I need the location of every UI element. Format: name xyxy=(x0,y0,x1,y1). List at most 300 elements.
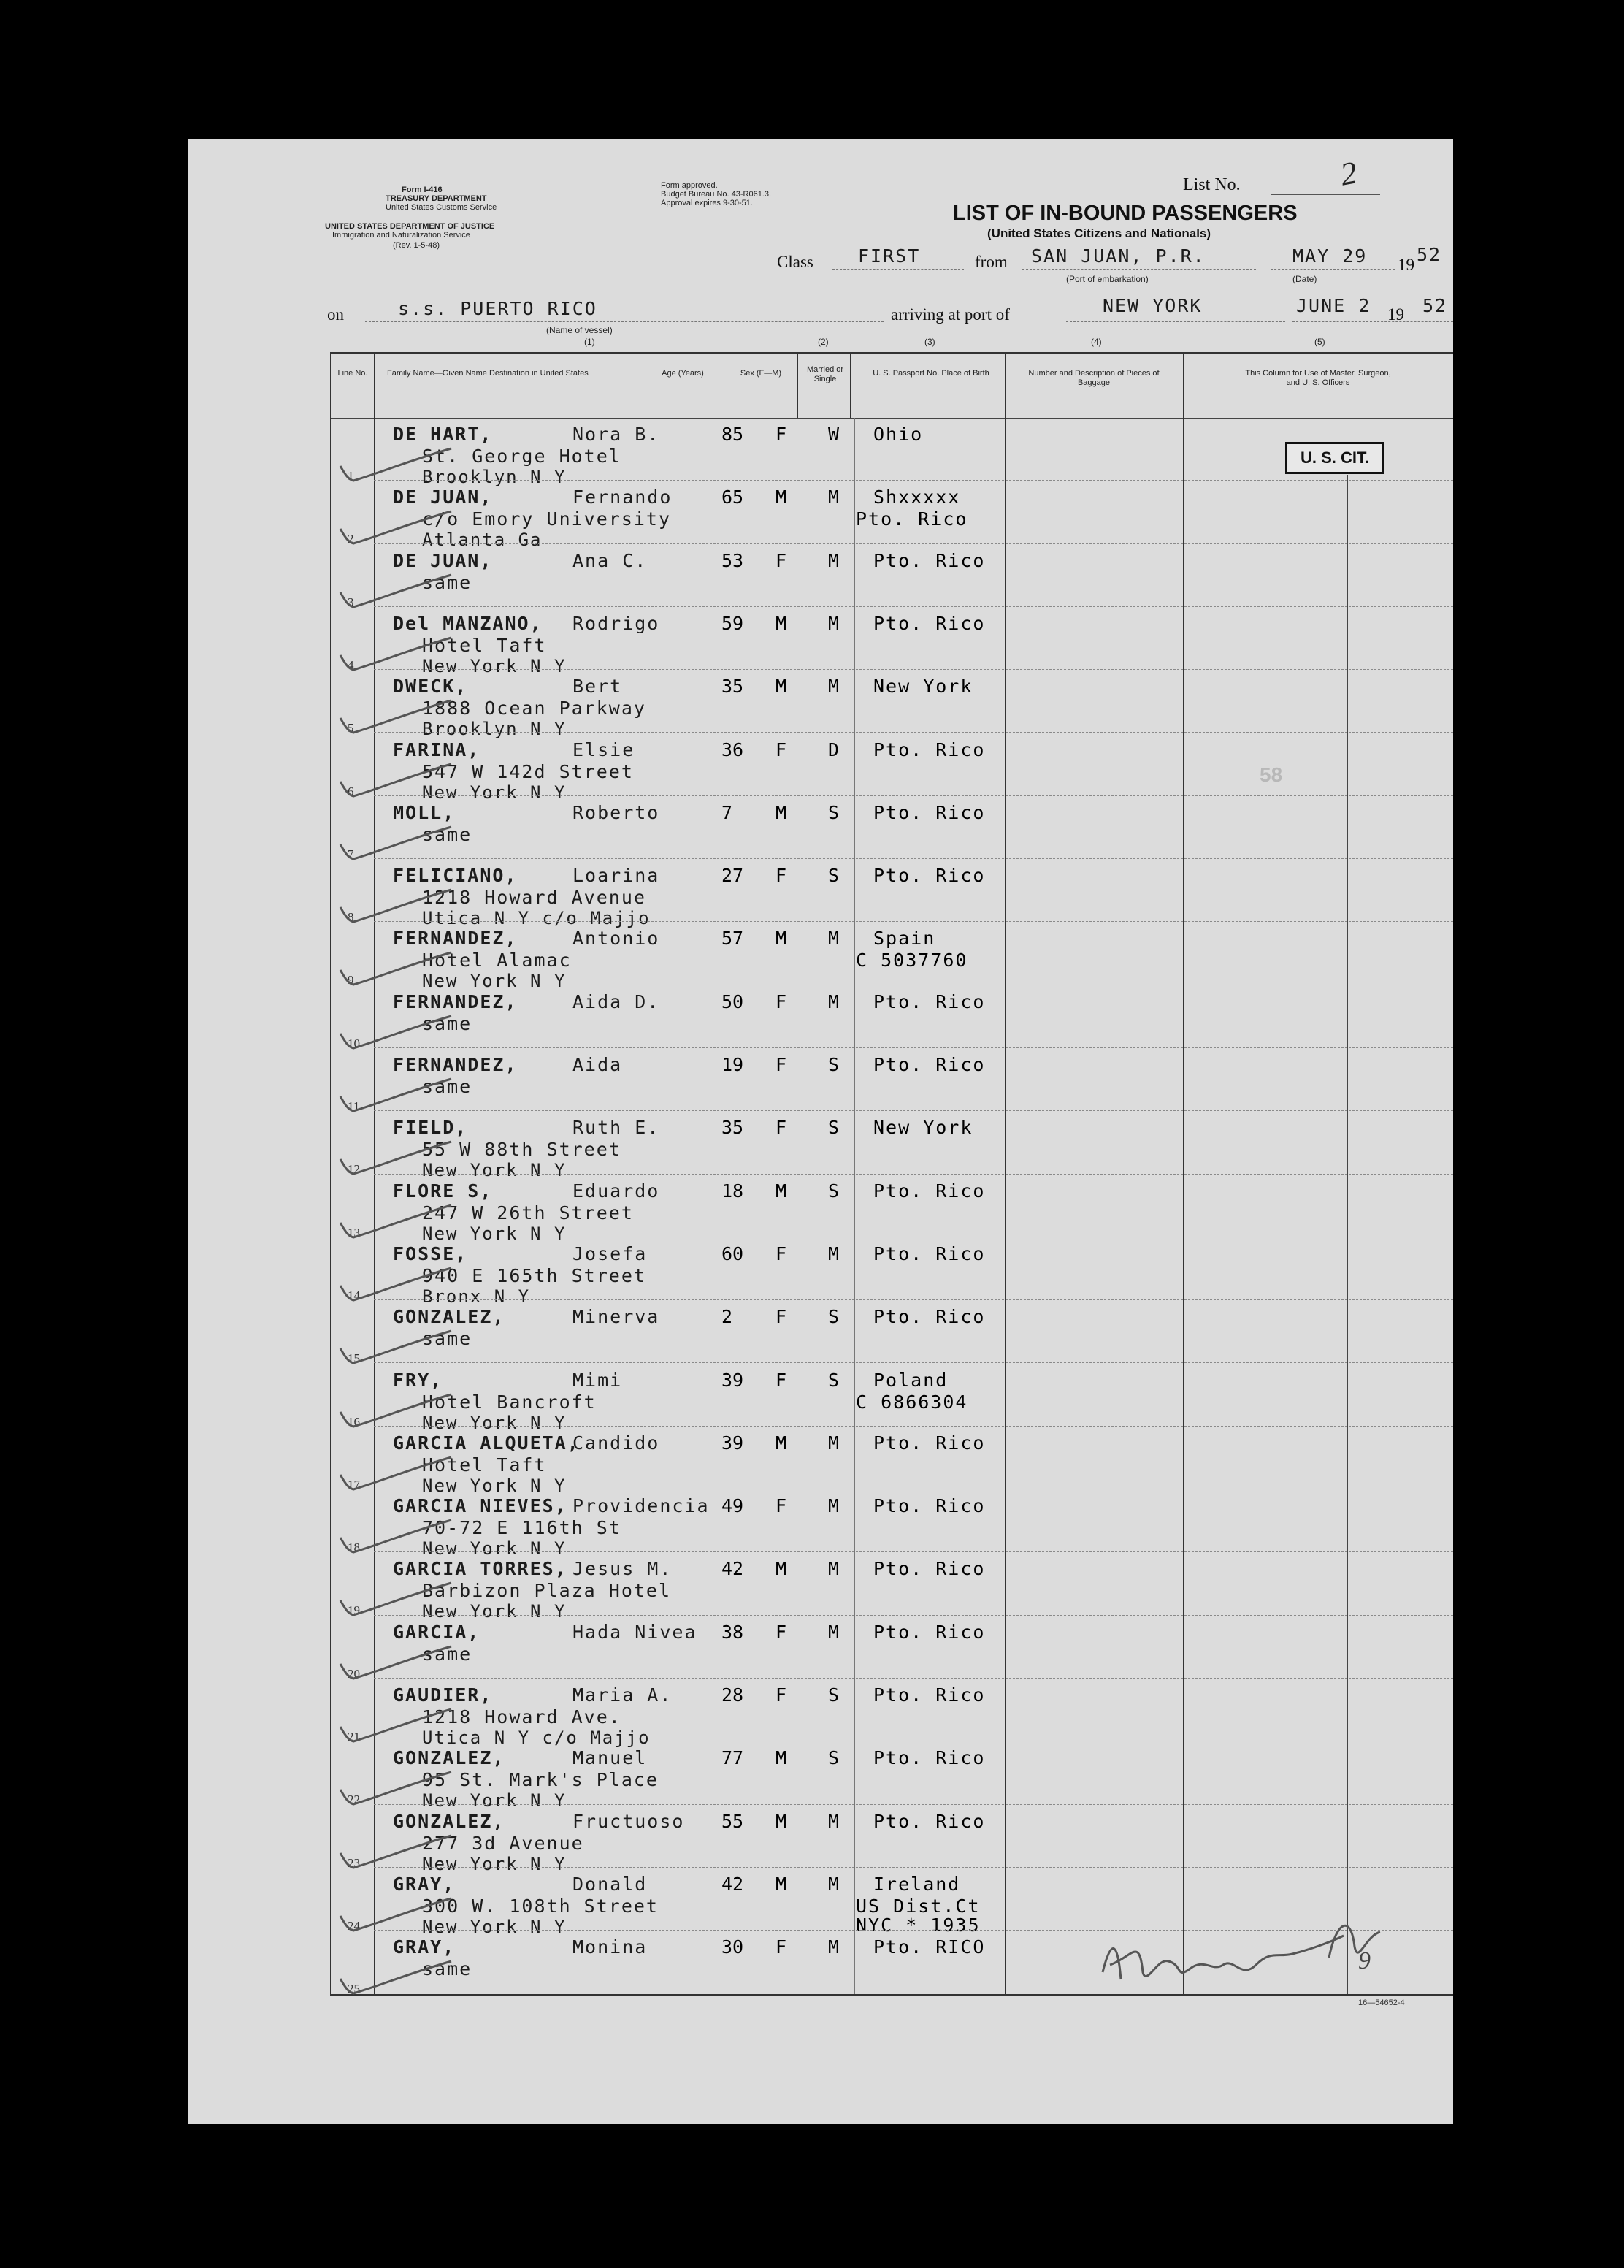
table-row xyxy=(0,922,1265,992)
table-row xyxy=(0,670,1265,740)
family-name: FLORE S, xyxy=(393,1180,493,1202)
family-name: GRAY, xyxy=(393,1936,456,1958)
age-value: 30 xyxy=(721,1936,744,1958)
age-value: 55 xyxy=(721,1810,744,1832)
age-value: 77 xyxy=(721,1747,744,1769)
form-subtitle: (United States Citizens and Nationals) xyxy=(987,226,1211,240)
address-line-2: New York N Y xyxy=(422,1160,567,1181)
given-name: Manuel xyxy=(572,1747,648,1769)
passport-number: C 5037760 xyxy=(856,950,968,971)
address-line-2: New York N Y xyxy=(422,1853,567,1874)
approval-expires: Approval expires 9-30-51. xyxy=(661,199,753,207)
birth-place: Pto. Rico xyxy=(873,1432,986,1454)
col1-label: (1) xyxy=(584,337,595,347)
list-no-value: 2 xyxy=(1337,154,1360,193)
sex-value: F xyxy=(775,1684,787,1706)
officer-signature xyxy=(1088,1892,1439,2001)
line-number: 9 xyxy=(348,973,354,988)
form-number: Form I-416 xyxy=(402,186,443,194)
address-line-2: Atlanta Ga xyxy=(422,530,543,551)
birth-place: Shxxxxx xyxy=(873,486,961,508)
marital-status: M xyxy=(828,486,840,508)
age-value: 35 xyxy=(721,1117,744,1139)
address-line-1: Barbizon Plaza Hotel xyxy=(422,1580,672,1602)
birth-place: Pto. Rico xyxy=(873,1621,986,1643)
given-name: Loarina xyxy=(572,865,660,887)
naturalization-info: NYC * 1935 xyxy=(856,1914,981,1936)
birth-place: Ireland xyxy=(873,1873,961,1895)
table-row xyxy=(0,1237,1265,1307)
address-line-1: same xyxy=(422,571,472,593)
birth-place: Pto. Rico xyxy=(873,1747,986,1769)
class-line xyxy=(832,269,964,270)
birth-place: Pto. Rico xyxy=(873,1180,986,1202)
age-value: 39 xyxy=(721,1369,744,1391)
table-row xyxy=(0,418,1265,487)
sex-value: F xyxy=(775,1936,787,1958)
family-name: FERNANDEZ, xyxy=(393,1054,518,1075)
family-name: GARCIA ALQUETA, xyxy=(393,1432,580,1454)
check-mark xyxy=(334,1957,459,2001)
table-row xyxy=(0,1868,1265,1937)
sex-value: F xyxy=(775,1369,787,1391)
date-from-line xyxy=(1271,269,1395,270)
marital-status: M xyxy=(828,1558,840,1580)
birth-place: New York xyxy=(873,676,973,698)
marital-status: M xyxy=(828,1873,840,1895)
table-row xyxy=(0,859,1265,929)
table-row xyxy=(0,1805,1265,1874)
birth-place: Pto. Rico xyxy=(873,1558,986,1580)
marital-status: S xyxy=(828,1117,840,1139)
table-row xyxy=(0,481,1265,551)
marital-status: M xyxy=(828,1495,840,1517)
address-line-2: New York N Y xyxy=(422,1790,567,1811)
line-number: 1 xyxy=(348,469,354,483)
birth-place: Pto. Rico xyxy=(873,1242,986,1264)
birth-place: Pto. Rico xyxy=(873,1810,986,1832)
family-name: DE JUAN, xyxy=(393,549,493,571)
address-line-2: New York N Y xyxy=(422,655,567,676)
given-name: Fernando xyxy=(572,486,673,508)
family-name: FERNANDEZ, xyxy=(393,990,518,1012)
line-number: 3 xyxy=(348,595,354,609)
family-name: GRAY, xyxy=(393,1873,456,1895)
table-row xyxy=(0,796,1265,859)
age-value: 28 xyxy=(721,1684,744,1706)
age-value: 2 xyxy=(721,1306,733,1328)
table-row xyxy=(0,1111,1265,1181)
family-name: GONZALEZ, xyxy=(393,1747,505,1769)
marital-status: S xyxy=(828,1054,840,1075)
address-line-2: New York N Y xyxy=(422,1916,567,1937)
given-name: Monina xyxy=(572,1936,648,1958)
from-value: SAN JUAN, P.R. xyxy=(1031,245,1206,267)
port-embark-label: (Port of embarkation) xyxy=(1066,274,1149,284)
sex-value: F xyxy=(775,424,787,445)
table-row xyxy=(0,1364,1265,1433)
birth-place: Pto. Rico xyxy=(873,801,986,823)
class-label: Class xyxy=(777,253,813,271)
svg-text:9: 9 xyxy=(1358,1947,1371,1974)
address-line-2: Utica N Y c/o Majjo xyxy=(422,908,651,929)
address-line-2: New York N Y xyxy=(422,1601,567,1622)
given-name: Roberto xyxy=(572,801,660,823)
family-name: FARINA, xyxy=(393,738,480,760)
table-row xyxy=(0,1489,1265,1559)
given-name: Providencia xyxy=(572,1495,710,1517)
address-line-2: New York N Y xyxy=(422,971,567,992)
marital-status: M xyxy=(828,928,840,950)
sex-value: M xyxy=(775,1810,787,1832)
line-number: 23 xyxy=(348,1855,360,1870)
address-line-1: same xyxy=(422,1958,472,1980)
line-number: 21 xyxy=(348,1730,360,1744)
line-number: 22 xyxy=(348,1792,360,1807)
marital-status: D xyxy=(828,738,840,760)
line-number: 4 xyxy=(348,657,354,672)
date-label: (Date) xyxy=(1292,274,1317,284)
given-name: Hada Nivea xyxy=(572,1621,697,1643)
line-number: 14 xyxy=(348,1288,360,1302)
table-row xyxy=(0,1427,1265,1496)
arriving-label: arriving at port of xyxy=(891,305,1010,324)
family-name: DE JUAN, xyxy=(393,486,493,508)
address-line-1: same xyxy=(422,1076,472,1097)
table-row xyxy=(0,544,1265,607)
given-name: Antonio xyxy=(572,928,660,950)
sex-value: M xyxy=(775,1747,787,1769)
marital-status: W xyxy=(828,424,840,445)
given-name: Fructuoso xyxy=(572,1810,685,1832)
sex-value: F xyxy=(775,738,787,760)
family-name: FELICIANO, xyxy=(393,865,518,887)
address-line-2: Utica N Y c/o Majjo xyxy=(422,1727,651,1748)
given-name: Ruth E. xyxy=(572,1117,660,1139)
birth-place: Spain xyxy=(873,928,936,950)
given-name: Nora B. xyxy=(572,424,660,445)
stamp-guide-line xyxy=(1347,475,1348,1994)
line-number: 16 xyxy=(348,1414,360,1429)
age-value: 35 xyxy=(721,676,744,698)
revision: (Rev. 1-5-48) xyxy=(393,241,440,250)
family-name: GONZALEZ, xyxy=(393,1306,505,1328)
sex-value: F xyxy=(775,1054,787,1075)
age-value: 53 xyxy=(721,549,744,571)
address-line-2: New York N Y xyxy=(422,782,567,803)
given-name: Mimi xyxy=(572,1369,623,1391)
given-name: Candido xyxy=(572,1432,660,1454)
header-married: Married or Single xyxy=(806,365,844,383)
address-line-1: 1888 Ocean Parkway xyxy=(422,698,646,719)
address-line-1: same xyxy=(422,1643,472,1665)
date-from: MAY 29 xyxy=(1292,245,1368,267)
footer-code: 16—54652-4 xyxy=(1358,1998,1405,2007)
budget-bureau: Budget Bureau No. 43-R061.3. xyxy=(661,190,772,199)
address-line-2: New York N Y xyxy=(422,1223,567,1244)
arriving-value: NEW YORK xyxy=(1103,295,1203,316)
us-cit-stamp: U. S. CIT. xyxy=(1285,442,1384,474)
address-line-1: same xyxy=(422,1012,472,1034)
given-name: Josefa xyxy=(572,1242,648,1264)
family-name: MOLL, xyxy=(393,801,456,823)
col3-label: (3) xyxy=(924,337,935,347)
address-line-1: 70-72 E 116th St xyxy=(422,1517,621,1539)
marital-status: M xyxy=(828,1242,840,1264)
birth-place: Ohio xyxy=(873,424,924,445)
year-prefix: 19 xyxy=(1398,256,1414,274)
table-row xyxy=(0,1552,1265,1622)
age-value: 27 xyxy=(721,865,744,887)
sex-value: M xyxy=(775,801,787,823)
line-number: 24 xyxy=(348,1918,360,1933)
address-line-1: 940 E 165th Street xyxy=(422,1264,646,1286)
address-line-1: Hotel Bancroft xyxy=(422,1391,597,1413)
header-line-no: Line No. xyxy=(337,369,368,378)
line-number: 8 xyxy=(348,910,354,925)
sex-value: F xyxy=(775,1306,787,1328)
sex-value: F xyxy=(775,1621,787,1643)
marital-status: M xyxy=(828,676,840,698)
family-name: FERNANDEZ, xyxy=(393,928,518,950)
address-line-1: c/o Emory University xyxy=(422,508,672,530)
family-name: GAUDIER, xyxy=(393,1684,493,1706)
given-name: Jesus M. xyxy=(572,1558,673,1580)
sex-value: M xyxy=(775,1432,787,1454)
birth-place: Pto. Rico xyxy=(873,738,986,760)
address-line-1: 277 3d Avenue xyxy=(422,1832,584,1854)
birth-place: Pto. Rico xyxy=(873,1684,986,1706)
marital-status: M xyxy=(828,549,840,571)
birth-place: Pto. RICO xyxy=(873,1936,986,1958)
line-number: 18 xyxy=(348,1540,360,1555)
date-arrive-line xyxy=(1292,321,1453,322)
family-name: FIELD, xyxy=(393,1117,468,1139)
birth-place: Pto. Rico xyxy=(873,865,986,887)
list-no-line xyxy=(1271,194,1380,195)
col-divider xyxy=(850,352,851,418)
marital-status: M xyxy=(828,612,840,634)
table-row xyxy=(0,1931,1265,1996)
age-value: 42 xyxy=(721,1873,744,1895)
age-value: 60 xyxy=(721,1242,744,1264)
birth-place: New York xyxy=(873,1117,973,1139)
given-name: Bert xyxy=(572,676,623,698)
form-approved: Form approved. xyxy=(661,181,718,190)
marital-status: S xyxy=(828,1306,840,1328)
class-value: FIRST xyxy=(858,245,921,267)
address-line-1: 547 W 142d Street xyxy=(422,760,634,782)
line-number: 19 xyxy=(348,1603,360,1618)
family-name: DWECK, xyxy=(393,676,468,698)
sex-value: F xyxy=(775,990,787,1012)
birth-place: Pto. Rico xyxy=(873,1495,986,1517)
line-number: 12 xyxy=(348,1162,360,1177)
sex-value: M xyxy=(775,676,787,698)
address-line-1: 247 W 26th Street xyxy=(422,1202,634,1223)
header-name: Family Name—Given Name Destination in United States xyxy=(387,369,589,378)
header-sex: Sex (F—M) xyxy=(740,369,782,378)
vessel-label: (Name of vessel) xyxy=(546,325,613,335)
given-name: Rodrigo xyxy=(572,612,660,634)
age-value: 38 xyxy=(721,1621,744,1643)
marital-status: M xyxy=(828,1810,840,1832)
year-arrive: 52 xyxy=(1422,295,1448,316)
address-line-1: same xyxy=(422,823,472,845)
sex-value: F xyxy=(775,549,787,571)
given-name: Aida xyxy=(572,1054,623,1075)
family-name: GARCIA TORRES, xyxy=(393,1558,567,1580)
birth-place: Pto. Rico xyxy=(873,990,986,1012)
sex-value: F xyxy=(775,865,787,887)
marital-status: S xyxy=(828,1684,840,1706)
passport-number: US Dist.Ct xyxy=(856,1895,981,1917)
line-number: 10 xyxy=(348,1036,360,1050)
address-line-2: New York N Y xyxy=(422,1412,567,1433)
given-name: Aida D. xyxy=(572,990,660,1012)
age-value: 19 xyxy=(721,1054,744,1075)
given-name: Donald xyxy=(572,1873,648,1895)
family-name: GARCIA, xyxy=(393,1621,480,1643)
line-number: 2 xyxy=(348,532,354,546)
table-row xyxy=(0,1741,1265,1811)
age-value: 50 xyxy=(721,990,744,1012)
birth-place: Pto. Rico xyxy=(873,612,986,634)
table-row xyxy=(0,733,1265,803)
age-value: 59 xyxy=(721,612,744,634)
table-row xyxy=(0,1300,1265,1366)
justice-dept: UNITED STATES DEPARTMENT OF JUSTICE xyxy=(325,222,495,231)
marital-status: M xyxy=(828,990,840,1012)
sex-value: M xyxy=(775,486,787,508)
passport-number: Pto. Rico xyxy=(856,508,968,530)
vessel-line xyxy=(365,321,884,322)
line-number: 15 xyxy=(348,1351,360,1366)
age-value: 36 xyxy=(721,738,744,760)
age-value: 57 xyxy=(721,928,744,950)
address-line-1: 95 St. Mark's Place xyxy=(422,1769,659,1791)
marital-status: S xyxy=(828,1369,840,1391)
line-number: 17 xyxy=(348,1477,360,1492)
date-arrive: JUNE 2 xyxy=(1296,295,1371,316)
sex-value: F xyxy=(775,1242,787,1264)
marital-status: S xyxy=(828,865,840,887)
sex-value: M xyxy=(775,928,787,950)
address-line-1: Hotel Taft xyxy=(422,634,547,656)
age-value: 65 xyxy=(721,486,744,508)
year-from: 52 xyxy=(1417,244,1442,265)
arriving-line xyxy=(1066,321,1285,322)
sex-value: M xyxy=(775,1873,787,1895)
address-line-2: Brooklyn N Y xyxy=(422,467,567,487)
table-row xyxy=(0,1679,1265,1748)
from-line xyxy=(1022,269,1256,270)
col2-label: (2) xyxy=(818,337,829,347)
line-number: 13 xyxy=(348,1225,360,1240)
marital-status: M xyxy=(828,1621,840,1643)
marital-status: S xyxy=(828,801,840,823)
address-line-1: 1218 Howard Avenue xyxy=(422,887,646,909)
line-number: 11 xyxy=(348,1099,360,1113)
faint-stamp: 58 xyxy=(1260,763,1283,786)
birth-place: Poland xyxy=(873,1369,949,1391)
on-label: on xyxy=(327,305,344,324)
address-line-1: Hotel Alamac xyxy=(422,950,572,971)
table-row xyxy=(0,1616,1265,1679)
birth-place: Pto. Rico xyxy=(873,1054,986,1075)
age-value: 39 xyxy=(721,1432,744,1454)
address-line-2: Bronx N Y xyxy=(422,1286,531,1307)
address-line-1: 300 W. 108th Street xyxy=(422,1895,659,1917)
family-name: DE HART, xyxy=(393,424,493,445)
header-officers: This Column for Use of Master, Surgeon, and U. S. Officers xyxy=(1245,369,1391,387)
header-baggage: Number and Description of Pieces of Baggage xyxy=(1028,369,1160,387)
family-name: GONZALEZ, xyxy=(393,1810,505,1832)
given-name: Elsie xyxy=(572,738,635,760)
sex-value: F xyxy=(775,1495,787,1517)
address-line-1: same xyxy=(422,1328,472,1350)
line-number: 6 xyxy=(348,784,354,798)
vessel-value: s.s. PUERTO RICO xyxy=(398,298,597,319)
address-line-2: Brooklyn N Y xyxy=(422,719,567,740)
address-line-1: 55 W 88th Street xyxy=(422,1139,621,1161)
age-value: 7 xyxy=(721,801,733,823)
age-value: 49 xyxy=(721,1495,744,1517)
address-line-1: Hotel Taft xyxy=(422,1454,547,1475)
age-value: 18 xyxy=(721,1180,744,1202)
line-number: 5 xyxy=(348,721,354,736)
treasury-dept: TREASURY DEPARTMENT xyxy=(386,194,487,203)
age-value: 85 xyxy=(721,424,744,445)
line-number: 20 xyxy=(348,1666,360,1681)
marital-status: M xyxy=(828,1936,840,1958)
sex-value: M xyxy=(775,612,787,634)
list-no-label: List No. xyxy=(1183,175,1241,194)
table-row xyxy=(0,985,1265,1048)
birth-place: Pto. Rico xyxy=(873,549,986,571)
table-top-line xyxy=(330,352,1453,354)
table-row xyxy=(0,1048,1265,1111)
table-row xyxy=(0,1175,1265,1244)
address-line-2: New York N Y xyxy=(422,1538,567,1559)
from-label: from xyxy=(975,253,1008,271)
header-passport: U. S. Passport No. Place of Birth xyxy=(873,369,989,378)
age-value: 42 xyxy=(721,1558,744,1580)
marital-status: M xyxy=(828,1432,840,1454)
col-divider xyxy=(797,352,798,418)
sex-value: F xyxy=(775,1117,787,1139)
marital-status: S xyxy=(828,1180,840,1202)
sex-value: M xyxy=(775,1180,787,1202)
address-line-2: New York N Y xyxy=(422,1475,567,1496)
birth-place: Pto. Rico xyxy=(873,1306,986,1328)
col4-label: (4) xyxy=(1091,337,1102,347)
table-row xyxy=(0,607,1265,676)
col5-label: (5) xyxy=(1314,337,1325,347)
given-name: Ana C. xyxy=(572,549,648,571)
customs-service: United States Customs Service xyxy=(386,203,497,212)
given-name: Maria A. xyxy=(572,1684,673,1706)
sex-value: M xyxy=(775,1558,787,1580)
family-name: FRY, xyxy=(393,1369,443,1391)
address-line-1: St. George Hotel xyxy=(422,446,621,467)
marital-status: S xyxy=(828,1747,840,1769)
address-line-1: 1218 Howard Ave. xyxy=(422,1706,621,1727)
header-age: Age (Years) xyxy=(662,369,704,378)
family-name: Del MANZANO, xyxy=(393,612,543,634)
form-title: LIST OF IN-BOUND PASSENGERS xyxy=(953,202,1298,225)
family-name: GARCIA NIEVES, xyxy=(393,1495,567,1517)
